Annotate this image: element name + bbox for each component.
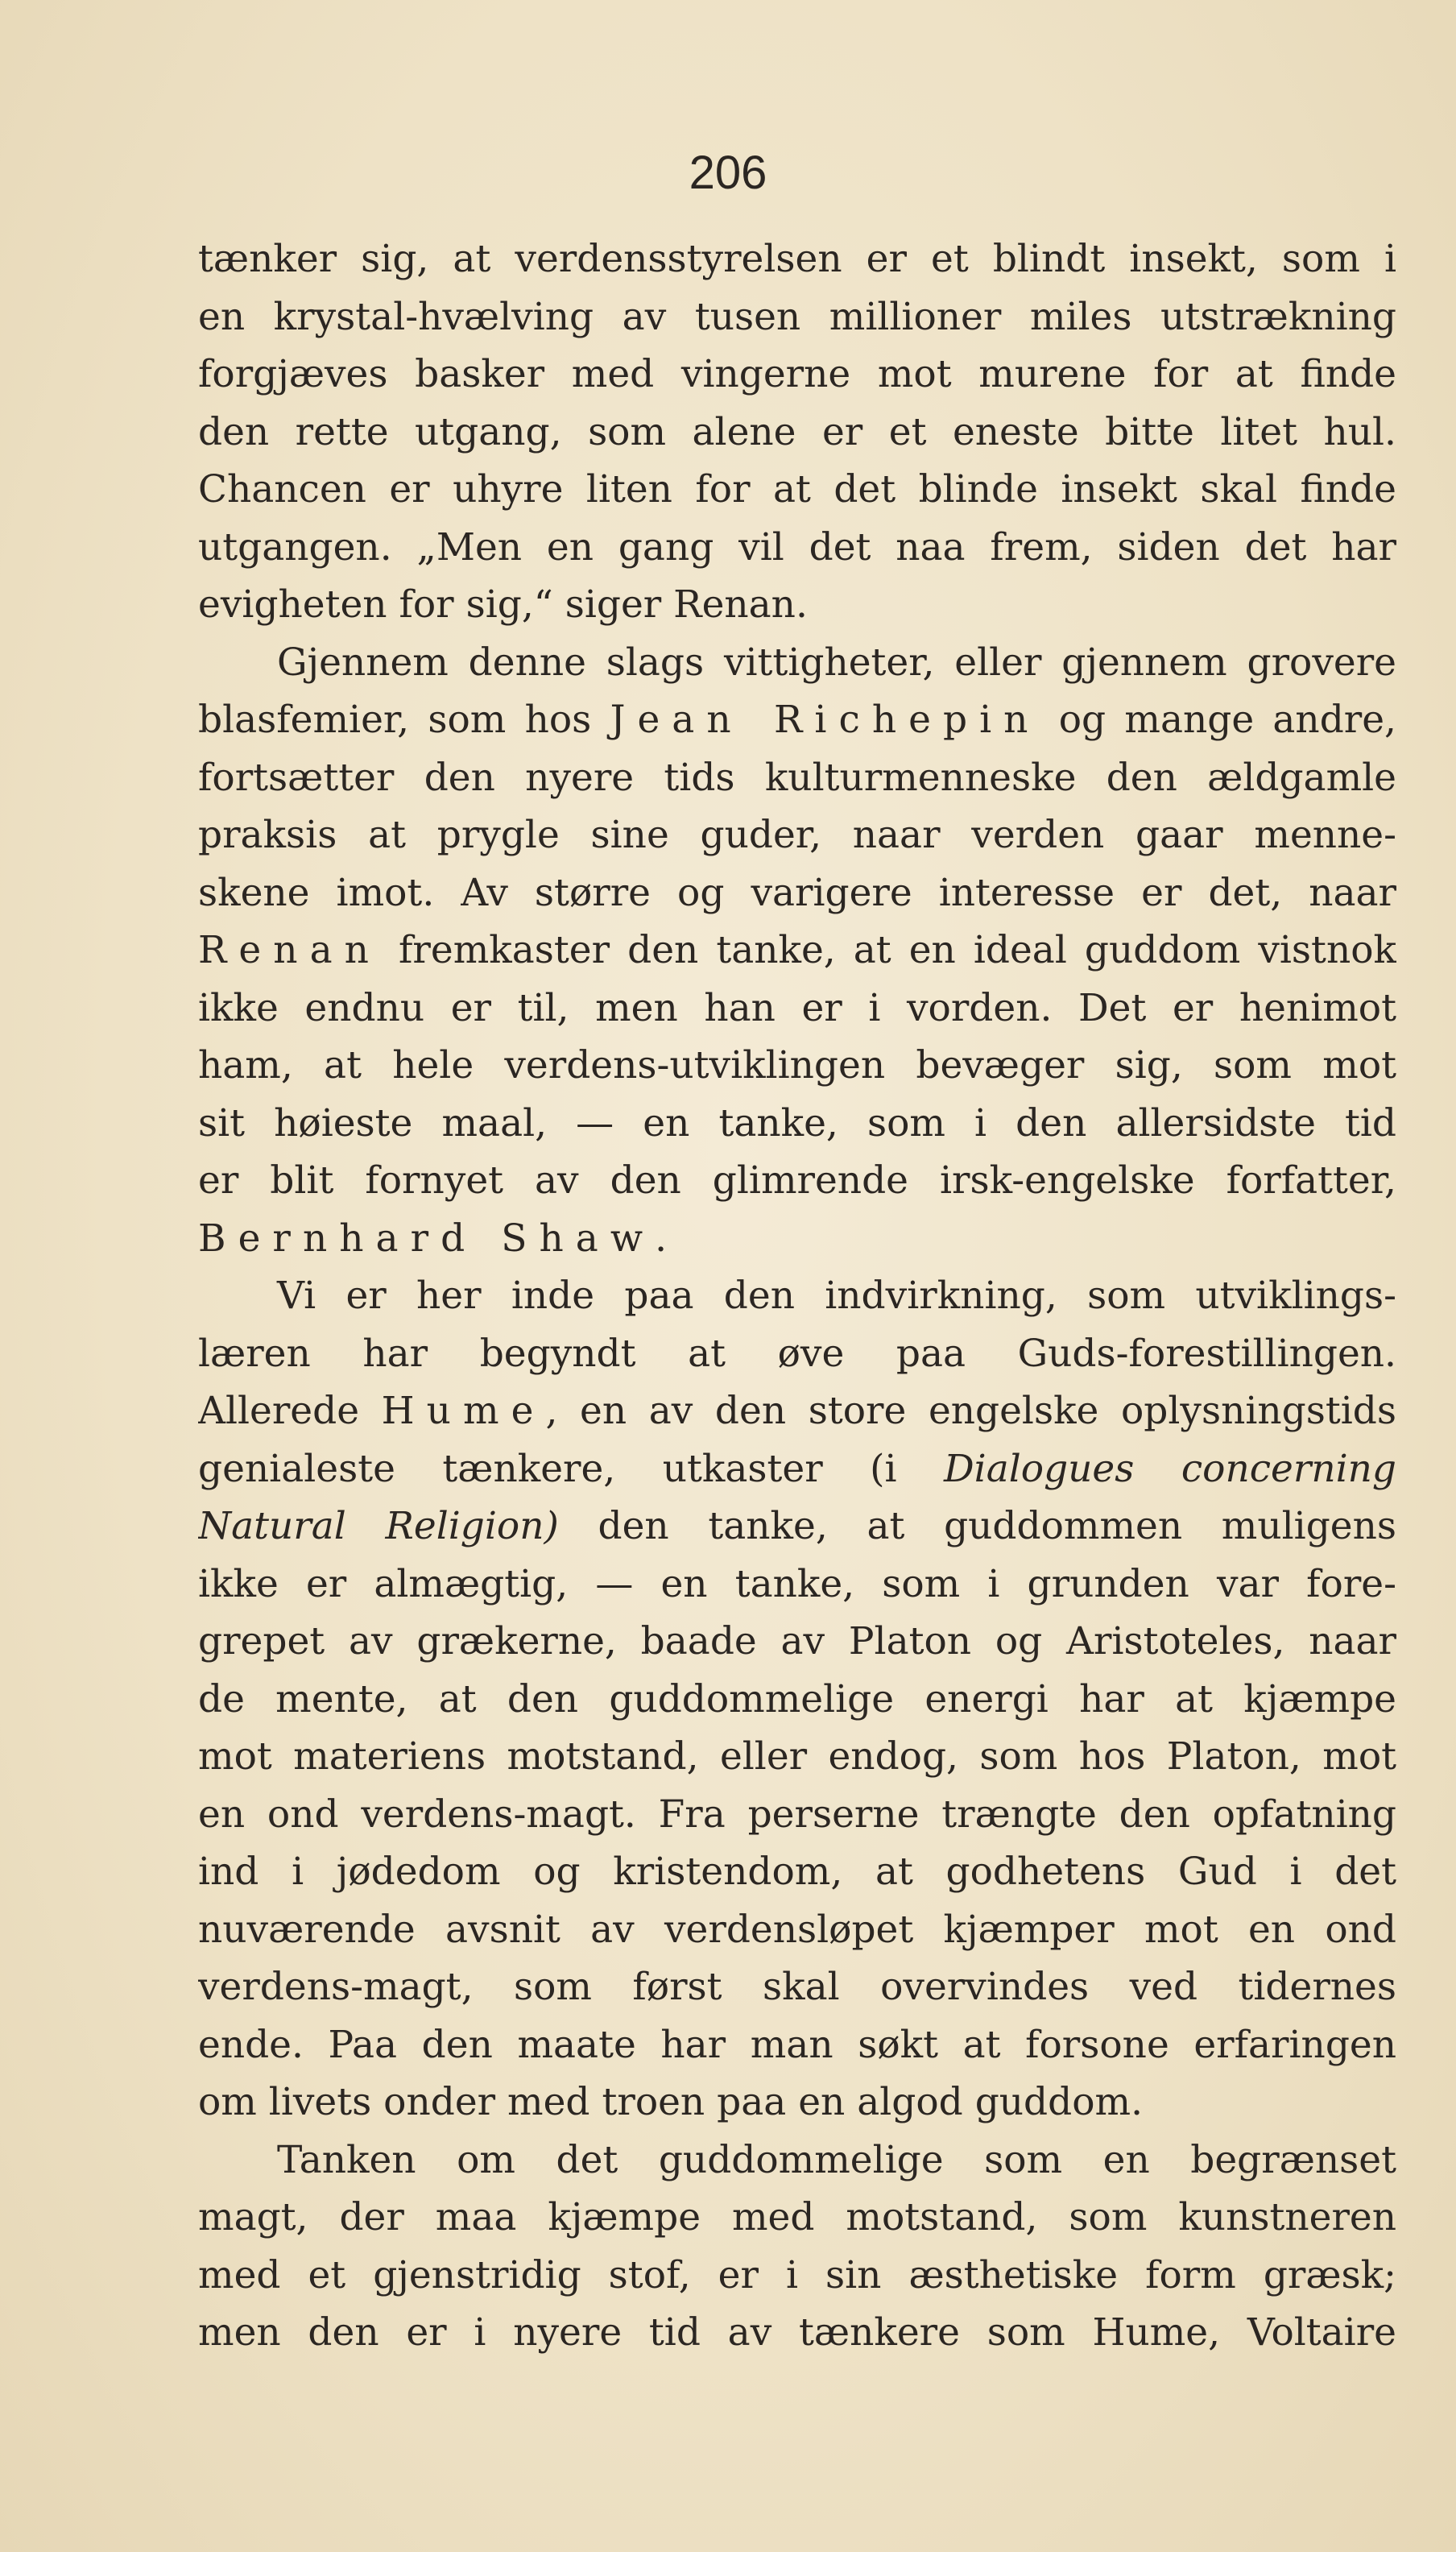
text-line: Gjennem denne slags vittigheter, eller gjennem grovere — [277, 640, 1396, 685]
text-line: ind i jødedom og kristendom, at godhetens Gud i det — [198, 1850, 1396, 1894]
spaced-name: Bernhard Shaw — [198, 1216, 656, 1261]
text-line: læren har begyndt at øve paa Guds-forestillingen. — [198, 1331, 1396, 1376]
text-line: fortsætter den nyere tids kulturmenneske den ældgamle — [198, 755, 1396, 800]
text-line: med et gjenstridig stof, er i sin æsthetiske form græsk; — [198, 2252, 1396, 2297]
spaced-name: Hume — [381, 1389, 546, 1433]
text-line: forgjæves basker med vingerne mot murene for at finde — [198, 352, 1396, 396]
text-line: ende. Paa den maate har man søkt at forsone erfaringen — [198, 2022, 1396, 2067]
text-line: Natural Religion) den tanke, at guddommen muligens — [198, 1504, 1396, 1548]
text-line: ikke er almægtig, — en tanke, som i grunden var fore- — [198, 1561, 1396, 1606]
text-line: mot materiens motstand, eller endog, som hos Platon, mot — [198, 1734, 1396, 1779]
text-line: ikke endnu er til, men han er i vorden. Det er henimot — [198, 985, 1396, 1030]
italic-title: Dialogues concerning — [944, 1446, 1396, 1491]
text-line: men den er i nyere tid av tænkere som Hume, Voltaire — [198, 2310, 1396, 2355]
text-line: evigheten for sig,“ siger Renan. — [198, 582, 808, 627]
text-line: Chancen er uhyre liten for at det blinde insekt skal finde — [198, 467, 1396, 512]
text-line: tænker sig, at verdensstyrelsen er et blindt insekt, som i — [198, 237, 1396, 281]
spaced-name: Renan — [198, 928, 381, 972]
text-line: Vi er her inde paa den indvirkning, som utviklings- — [277, 1274, 1396, 1318]
italic-title: Natural Religion) — [198, 1504, 559, 1548]
text-line: Tanken om det guddommelige som en begrænset — [277, 2137, 1396, 2182]
text-line: en ond verdens-magt. Fra perserne trængte den opfatning — [198, 1792, 1396, 1837]
text-line: den rette utgang, som alene er et eneste bitte litet hul. — [198, 409, 1396, 454]
text-line: genialeste tænkere, utkaster (i Dialogues concerning — [198, 1446, 1396, 1491]
spaced-name: Jean Richepin — [610, 698, 1040, 742]
text-line: om livets onder med troen paa en algod guddom. — [198, 2080, 1144, 2124]
text-line: Renan fremkaster den tanke, at en ideal guddom vistnok — [198, 928, 1396, 972]
text-line: sit høieste maal, — en tanke, som i den allersidste tid — [198, 1100, 1396, 1146]
text-line: Bernhard Shaw. — [198, 1216, 668, 1261]
text-line: de mente, at den guddommelige energi har at kjæmpe — [198, 1676, 1396, 1721]
text-line: er blit fornyet av den glimrende irsk-engelske forfatter, — [198, 1158, 1396, 1203]
text-line: verdens-magt, som først skal overvindes ved tidernes — [198, 1965, 1396, 2009]
text-line: praksis at prygle sine guder, naar verden gaar menne- — [198, 813, 1396, 857]
text-line: skene imot. Av større og varigere interesse er det, naar — [198, 870, 1396, 915]
text-line: ham, at hele verdens-utviklingen bevæger sig, som mot — [198, 1043, 1396, 1088]
text-line: nuværende avsnit av verdensløpet kjæmper mot en ond — [198, 1907, 1396, 1952]
text-line: magt, der maa kjæmpe med motstand, som kunstneren — [198, 2195, 1396, 2239]
text-line: utgangen. „Men en gang vil det naa frem, siden det har — [198, 524, 1396, 570]
page-number: 206 — [689, 147, 767, 199]
text-line: Allerede Hume, en av den store engelske oplysningstids — [198, 1389, 1396, 1433]
body-text — [198, 230, 1396, 2362]
text-line: en krystal-hvælving av tusen millioner miles utstrækning — [198, 294, 1396, 339]
text-line: grepet av grækerne, baade av Platon og Aristoteles, naar — [198, 1619, 1396, 1663]
text-line: blasfemier, som hos Jean Richepin og mange andre, — [198, 698, 1396, 742]
